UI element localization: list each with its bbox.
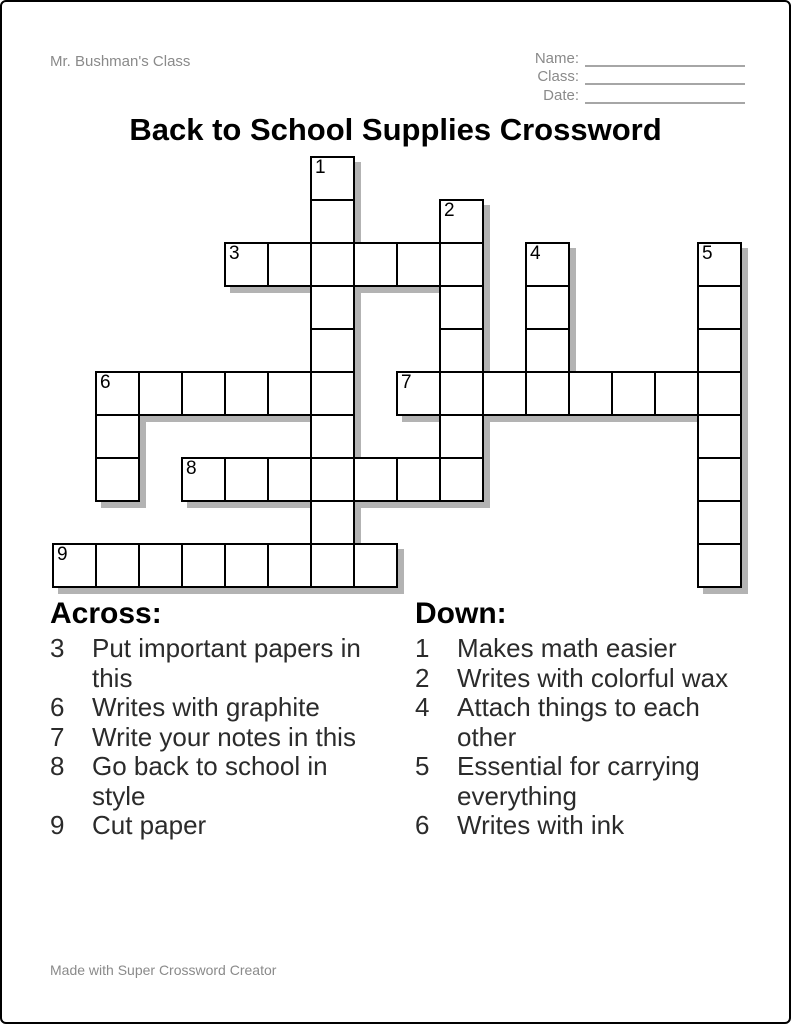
field-label: Name: xyxy=(534,49,579,67)
clue-number: 8 xyxy=(50,751,65,781)
grid-cell xyxy=(396,242,441,287)
grid-cell xyxy=(525,285,570,330)
clues-section xyxy=(50,597,750,857)
grid-cell xyxy=(310,242,355,287)
clue-item xyxy=(50,723,380,753)
grid-cell xyxy=(310,371,355,416)
cell-number: 1 xyxy=(315,157,326,178)
grid-cell xyxy=(439,457,484,502)
grid-cell xyxy=(396,457,441,502)
down-clue-list xyxy=(415,634,745,841)
clue-number: 4 xyxy=(415,692,430,722)
grid-cell xyxy=(697,242,742,287)
grid-cell xyxy=(353,543,398,588)
clue-text: Put important papers in this xyxy=(92,633,361,693)
clue-number: 7 xyxy=(50,721,65,752)
cell-number: 2 xyxy=(444,200,455,221)
blank-line xyxy=(585,51,745,67)
grid-cell xyxy=(181,371,226,416)
field-row xyxy=(533,48,745,67)
cell-number: 5 xyxy=(702,243,713,264)
clue-number: 5 xyxy=(415,751,430,781)
grid-cell xyxy=(310,328,355,373)
clue-item xyxy=(50,811,380,841)
grid-cell xyxy=(310,500,355,545)
grid-cell xyxy=(224,457,269,502)
clue-number: 2 xyxy=(415,662,430,693)
grid-cell xyxy=(95,457,140,502)
grid-cell xyxy=(439,328,484,373)
clue-text: Writes with graphite xyxy=(92,692,320,722)
footer-credit: Made with Super Crossword Creator xyxy=(50,962,277,978)
grid-cell xyxy=(310,543,355,588)
down-section xyxy=(415,597,745,841)
grid-cell xyxy=(224,242,269,287)
clue-item xyxy=(415,693,745,752)
grid-cell xyxy=(310,199,355,244)
clue-text: Attach things to each other xyxy=(457,692,700,752)
clue-text: Go back to school in style xyxy=(92,751,328,811)
grid-cell xyxy=(439,242,484,287)
grid-cell xyxy=(439,285,484,330)
cell-number: 6 xyxy=(100,372,111,393)
clue-number: 9 xyxy=(50,810,65,840)
clue-item xyxy=(50,752,380,811)
clue-text: Essential for carrying everything xyxy=(457,751,700,811)
grid-cell xyxy=(267,371,312,416)
grid-cell xyxy=(439,371,484,416)
grid-cell xyxy=(267,457,312,502)
grid-cell xyxy=(697,414,742,459)
grid-cell xyxy=(310,457,355,502)
cell-number: 4 xyxy=(530,243,541,264)
cell-number: 7 xyxy=(401,372,412,393)
clue-item xyxy=(415,664,745,694)
across-section xyxy=(50,597,380,841)
teacher-name: Mr. Bushman's Class xyxy=(50,53,191,70)
grid-cell xyxy=(396,371,441,416)
grid-cell xyxy=(525,242,570,287)
clue-text: Cut paper xyxy=(92,810,207,840)
grid-cell xyxy=(482,371,527,416)
grid-cell xyxy=(138,543,183,588)
grid-cell xyxy=(568,371,613,416)
clue-number: 3 xyxy=(50,633,65,663)
page-title: Back to School Supplies Crossword xyxy=(129,112,662,147)
grid-cell xyxy=(95,543,140,588)
clue-item xyxy=(50,634,380,693)
grid-cell xyxy=(439,414,484,459)
grid-cell xyxy=(224,371,269,416)
across-clue-list xyxy=(50,634,380,841)
clue-text: Writes with ink xyxy=(457,810,625,840)
grid-cell xyxy=(525,371,570,416)
blank-line xyxy=(585,88,745,104)
clue-item xyxy=(50,693,380,723)
grid-cell xyxy=(353,457,398,502)
blank-line xyxy=(585,69,745,85)
down-heading: Down: xyxy=(415,597,507,630)
grid-cell xyxy=(697,457,742,502)
grid-cell xyxy=(310,285,355,330)
grid-cell xyxy=(697,371,742,416)
grid-cell xyxy=(267,242,312,287)
grid-cell xyxy=(181,543,226,588)
grid-cell xyxy=(52,543,97,588)
crossword-grid xyxy=(52,156,742,588)
grid-cell xyxy=(439,199,484,244)
field-row xyxy=(533,85,745,104)
grid-cell xyxy=(310,156,355,201)
clue-text: Write your notes in this xyxy=(92,721,356,752)
cell-number: 3 xyxy=(229,243,240,264)
clue-item xyxy=(415,811,745,841)
grid-cell xyxy=(353,242,398,287)
grid-cell xyxy=(697,328,742,373)
field-row xyxy=(533,67,745,86)
clue-number: 1 xyxy=(415,633,430,663)
grid-cell xyxy=(697,500,742,545)
clue-number: 6 xyxy=(50,692,65,722)
grid-cell xyxy=(267,543,312,588)
grid-cell xyxy=(95,414,140,459)
grid-cell xyxy=(181,457,226,502)
grid-cell xyxy=(310,414,355,459)
grid-cell xyxy=(224,543,269,588)
clue-item xyxy=(415,752,745,811)
clue-text: Makes math easier xyxy=(457,633,677,663)
grid-cell xyxy=(697,285,742,330)
grid-cell xyxy=(525,328,570,373)
name-fields xyxy=(533,48,745,104)
field-label: Date: xyxy=(543,86,579,104)
clue-item xyxy=(415,634,745,664)
grid-cell xyxy=(611,371,656,416)
cell-number: 9 xyxy=(57,544,68,565)
field-label: Class: xyxy=(537,68,579,85)
cell-number: 8 xyxy=(186,458,197,479)
clue-text: Writes with colorful wax xyxy=(457,662,729,693)
grid-cell xyxy=(138,371,183,416)
grid-cell xyxy=(697,543,742,588)
grid-cell xyxy=(95,371,140,416)
grid-cell xyxy=(654,371,699,416)
across-heading: Across: xyxy=(50,597,162,630)
clue-number: 6 xyxy=(415,810,430,840)
